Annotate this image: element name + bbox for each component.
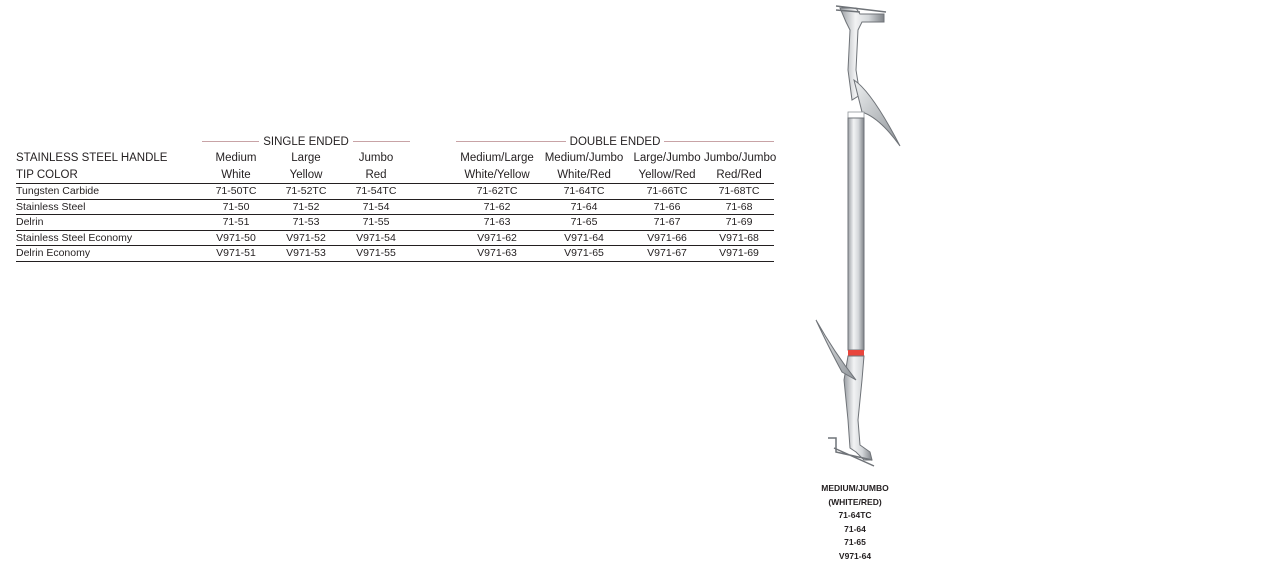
caption-line: 71-65: [800, 536, 910, 550]
catalog-number-cell: 71-51: [202, 215, 270, 231]
table-row: [16, 230, 774, 246]
col-color-header: White: [202, 166, 270, 184]
col-color-header: Red/Red: [704, 166, 774, 184]
row-label: Stainless Steel Economy: [16, 230, 202, 246]
caption-line: MEDIUM/JUMBO: [800, 482, 910, 496]
table-row: [16, 199, 774, 215]
catalog-number-cell: V971-67: [630, 246, 704, 262]
row-label: Tungsten Carbide: [16, 184, 202, 200]
col-size-header: Jumbo: [342, 149, 410, 166]
catalog-number-cell: 71-55: [342, 215, 410, 231]
color-header-row: [16, 166, 774, 184]
catalog-number-cell: V971-55: [342, 246, 410, 262]
caption-line: (WHITE/RED): [800, 496, 910, 510]
group-header-row: [16, 134, 774, 149]
handle-shaft: [848, 118, 864, 350]
catalog-number-cell: 71-68TC: [704, 184, 774, 200]
col-color-header: White/Yellow: [456, 166, 538, 184]
single-ended-label: SINGLE ENDED: [259, 136, 353, 148]
top-tip: [836, 6, 900, 146]
table-row: [16, 184, 774, 200]
catalog-number-cell: V971-51: [202, 246, 270, 262]
catalog-number-cell: 71-53: [270, 215, 342, 231]
catalog-number-cell: 71-62TC: [456, 184, 538, 200]
catalog-number-cell: 71-64: [538, 199, 630, 215]
row-label: Delrin Economy: [16, 246, 202, 262]
col-size-header: Medium/Large: [456, 149, 538, 166]
size-header-row: [16, 149, 774, 166]
catalog-number-cell: V971-68: [704, 230, 774, 246]
top-color-band: [848, 112, 864, 118]
col-color-header: White/Red: [538, 166, 630, 184]
catalog-number-cell: 71-50: [202, 199, 270, 215]
col-color-header: Yellow: [270, 166, 342, 184]
catalog-number-cell: 71-67: [630, 215, 704, 231]
catalog-number-cell: 71-63: [456, 215, 538, 231]
catalog-number-cell: V971-62: [456, 230, 538, 246]
col-size-header: Medium/Jumbo: [538, 149, 630, 166]
catalog-number-cell: V971-52: [270, 230, 342, 246]
col-color-header: Yellow/Red: [630, 166, 704, 184]
catalog-number-cell: 71-50TC: [202, 184, 270, 200]
caption-line: V971-64: [800, 550, 910, 563]
catalog-number-cell: 71-62: [456, 199, 538, 215]
catalog-number-cell: V971-54: [342, 230, 410, 246]
catalog-number-cell: 71-54: [342, 199, 410, 215]
catalog-number-cell: V971-64: [538, 230, 630, 246]
bottom-tip: [816, 320, 874, 466]
single-ended-group: [202, 134, 410, 149]
catalog-number-cell: 71-52: [270, 199, 342, 215]
catalog-number-cell: V971-63: [456, 246, 538, 262]
double-ended-label: DOUBLE ENDED: [566, 136, 665, 148]
col-color-header: Red: [342, 166, 410, 184]
catalog-number-cell: V971-65: [538, 246, 630, 262]
catalog-number-cell: V971-50: [202, 230, 270, 246]
catalog-number-cell: 71-64TC: [538, 184, 630, 200]
col-size-header: Large/Jumbo: [630, 149, 704, 166]
catalog-number-cell: V971-69: [704, 246, 774, 262]
catalog-number-cell: 71-66: [630, 199, 704, 215]
catalog-number-cell: V971-66: [630, 230, 704, 246]
caption-line: 71-64TC: [800, 509, 910, 523]
product-table: [16, 134, 774, 262]
catalog-number-cell: V971-53: [270, 246, 342, 262]
table-row: [16, 246, 774, 262]
catalog-number-cell: 71-54TC: [342, 184, 410, 200]
col-size-header: Jumbo/Jumbo: [704, 149, 774, 166]
catalog-number-cell: 71-69: [704, 215, 774, 231]
row-label: Stainless Steel: [16, 199, 202, 215]
bottom-color-band: [848, 350, 864, 356]
catalog-number-cell: 71-68: [704, 199, 774, 215]
double-ended-group: [456, 134, 774, 149]
tip-color-header: TIP COLOR: [16, 166, 202, 184]
instrument-illustration: [800, 0, 920, 480]
instrument-caption: [800, 482, 910, 563]
catalog-number-cell: 71-66TC: [630, 184, 704, 200]
handle-header: STAINLESS STEEL HANDLE: [16, 149, 202, 166]
col-size-header: Medium: [202, 149, 270, 166]
caption-line: 71-64: [800, 523, 910, 537]
catalog-number-cell: 71-52TC: [270, 184, 342, 200]
table-row: [16, 215, 774, 231]
row-label: Delrin: [16, 215, 202, 231]
col-size-header: Large: [270, 149, 342, 166]
catalog-number-cell: 71-65: [538, 215, 630, 231]
